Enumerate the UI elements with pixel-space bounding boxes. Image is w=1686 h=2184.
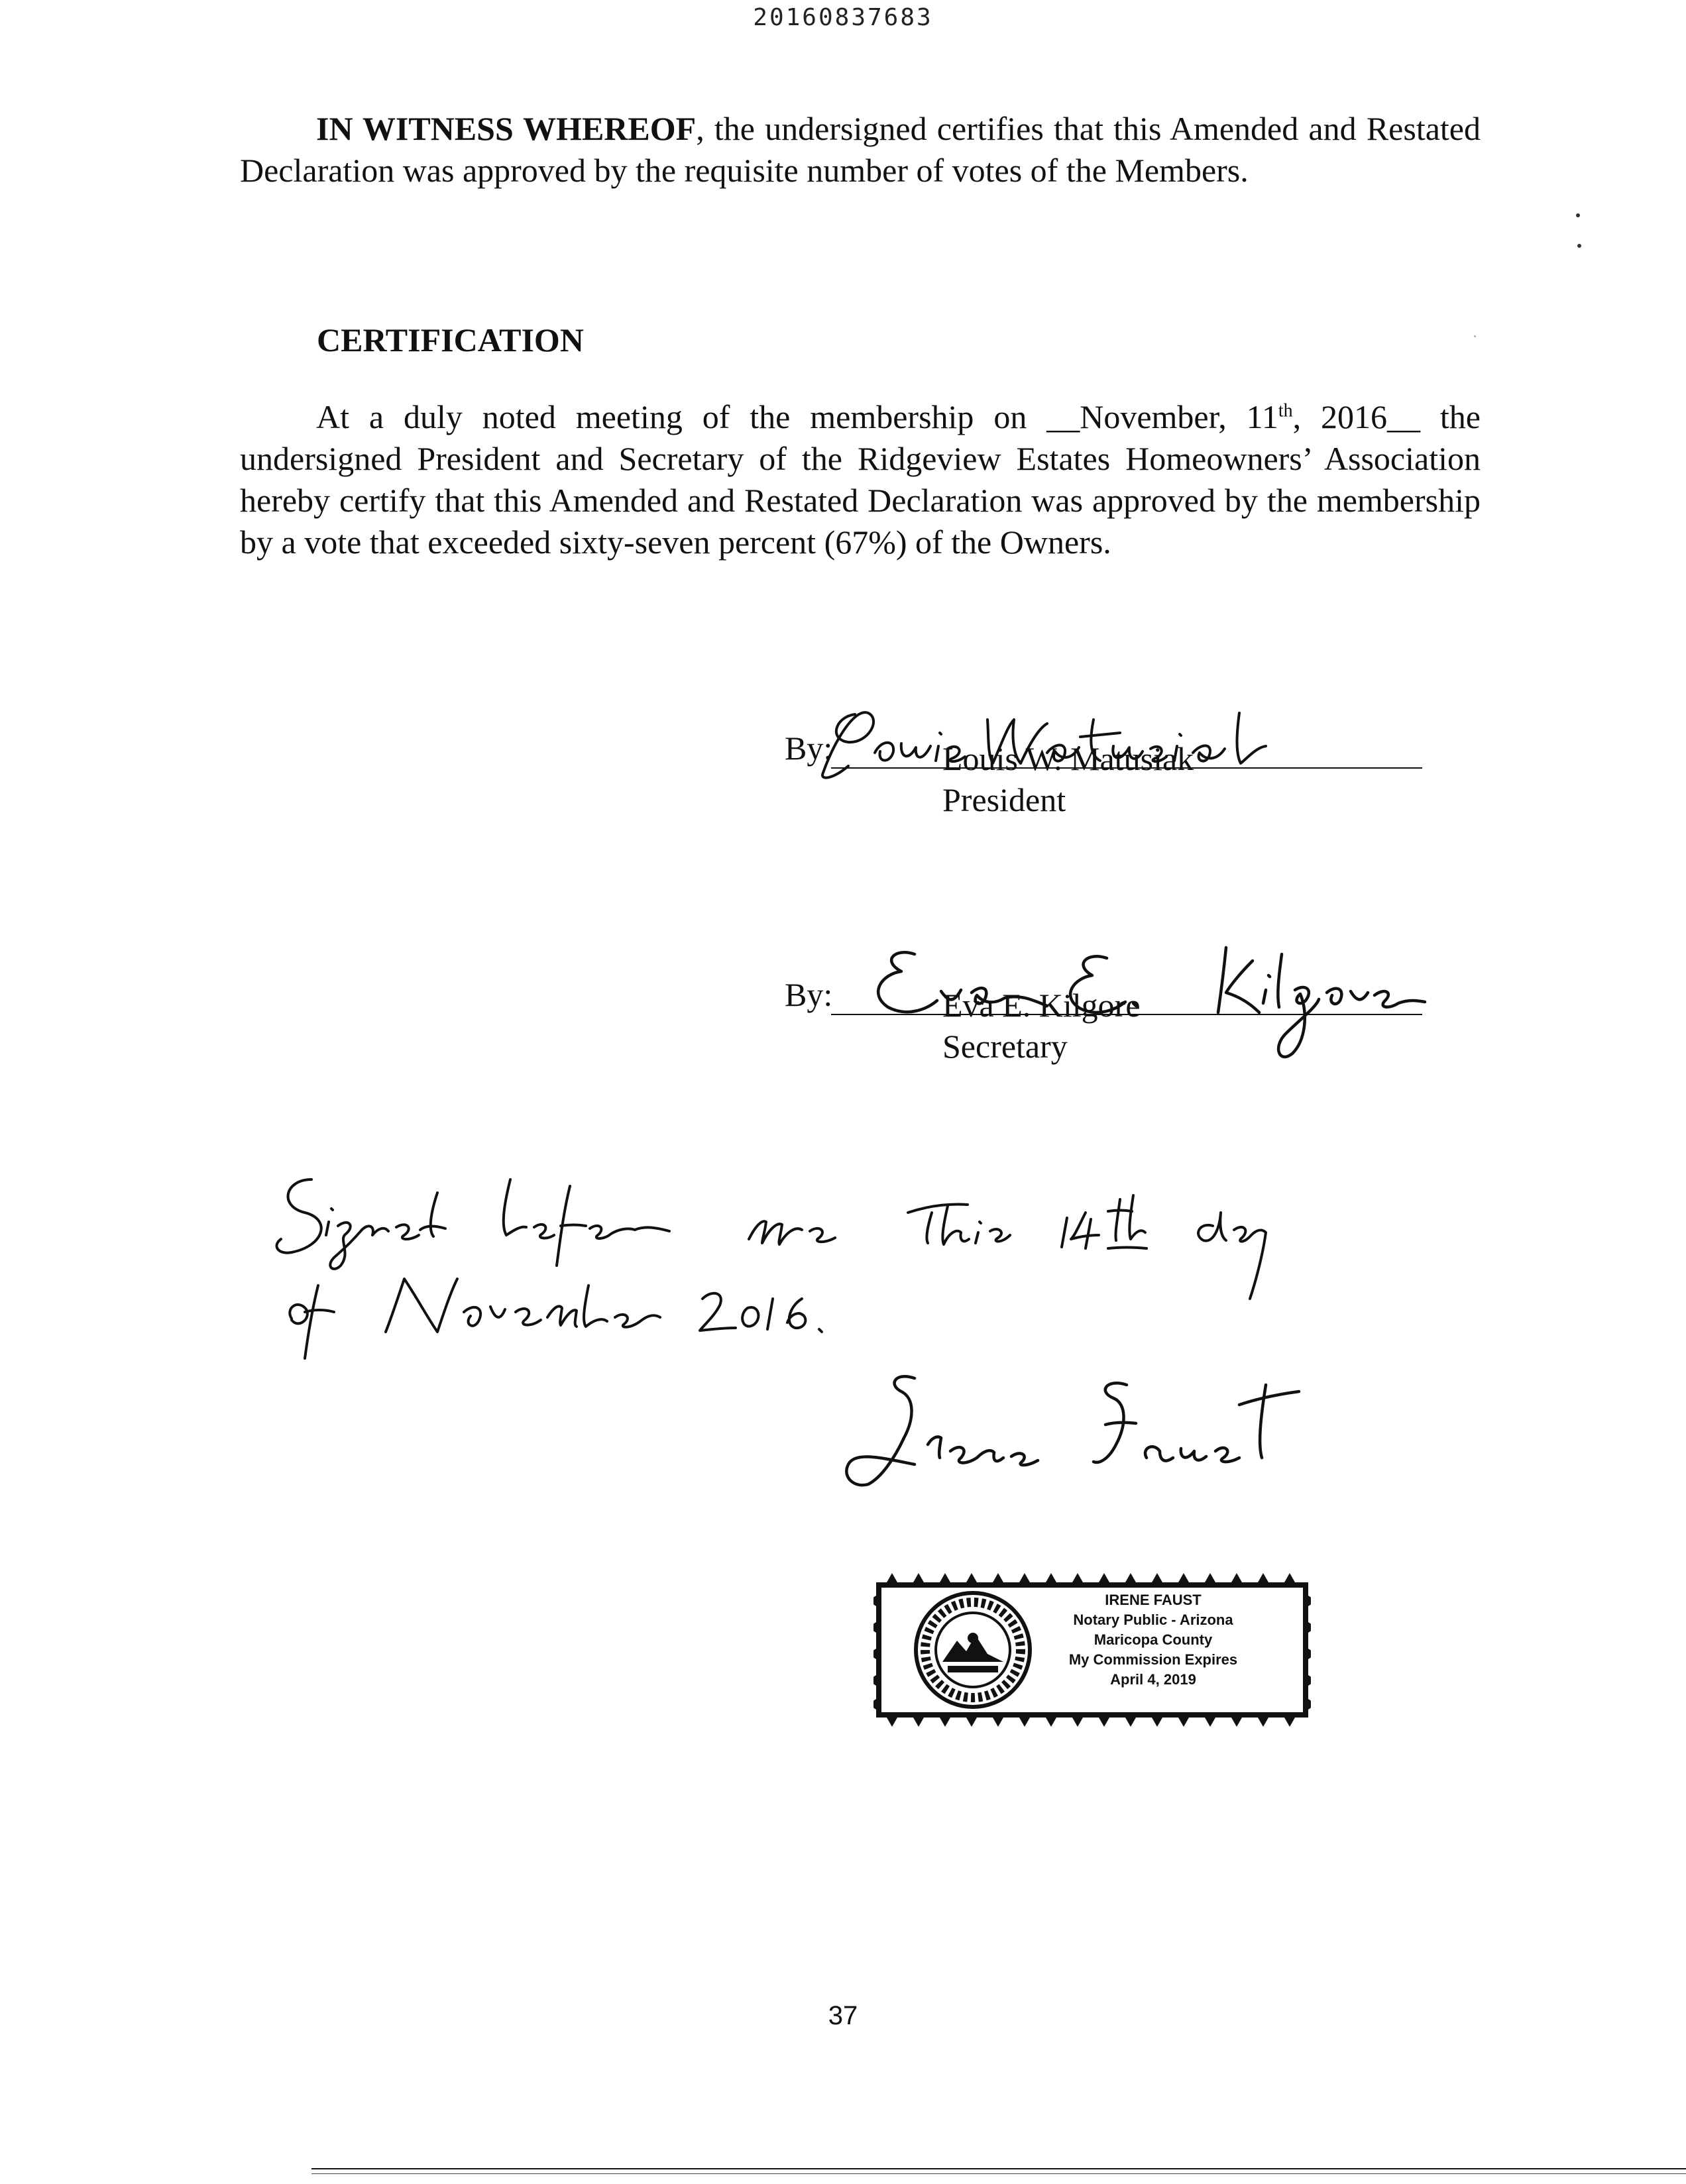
scan-speck bbox=[1576, 213, 1580, 217]
president-by-label: By: bbox=[785, 730, 833, 767]
secretary-by-label: By: bbox=[785, 976, 833, 1013]
secretary-signer bbox=[942, 985, 1141, 1067]
witness-lead: IN WITNESS WHEREOF bbox=[316, 110, 697, 147]
certification-text-after-date: , 2016__ the undersigned President and Secretary of the Ridgeview Estates Homeowners’ Association hereby certify that this Amended and Restated Declaration was approved by the membership by a vote that exceeded sixty-seven percent (67%) of the Owners. bbox=[240, 398, 1481, 561]
certification-text-before-date: At a duly noted meeting of the membership on __November, 11 bbox=[316, 398, 1278, 435]
president-title: President bbox=[942, 781, 1066, 818]
bottom-rule-secondary bbox=[311, 2173, 1686, 2174]
notary-stamp-line2: Maricopa County bbox=[1094, 1631, 1213, 1648]
witness-paragraph bbox=[240, 108, 1481, 191]
bottom-rule bbox=[311, 2168, 1686, 2169]
date-ordinal-suffix: th bbox=[1278, 400, 1293, 421]
notary-stamp-line3: My Commission Expires bbox=[1068, 1651, 1238, 1668]
certification-heading: CERTIFICATION bbox=[317, 321, 584, 358]
arizona-state-seal-icon bbox=[916, 1593, 1030, 1707]
handwritten-notary-note bbox=[272, 1166, 1385, 1365]
president-name: Louis W. Matusiak bbox=[942, 740, 1194, 777]
witness-text: , the undersigned certifies that this Amended and Restated Declaration was approved by the requisite number of votes of the Members. bbox=[240, 110, 1481, 189]
notary-signature-image bbox=[815, 1358, 1319, 1498]
notary-stamp-name: IRENE FAUST bbox=[1105, 1592, 1202, 1608]
scan-speck bbox=[1577, 244, 1581, 248]
certification-paragraph bbox=[240, 396, 1481, 563]
president-signer bbox=[942, 738, 1194, 820]
secretary-title: Secretary bbox=[942, 1028, 1068, 1065]
notary-stamp-text bbox=[1034, 1590, 1272, 1690]
page-number: 37 bbox=[828, 2001, 858, 2030]
scan-speck bbox=[1474, 335, 1476, 337]
secretary-name: Eva E. Kilgore bbox=[942, 987, 1141, 1024]
notary-stamp-line4: April 4, 2019 bbox=[1110, 1671, 1196, 1688]
notary-stamp-line1: Notary Public - Arizona bbox=[1073, 1611, 1233, 1628]
document-number: 20160837683 bbox=[753, 4, 933, 31]
